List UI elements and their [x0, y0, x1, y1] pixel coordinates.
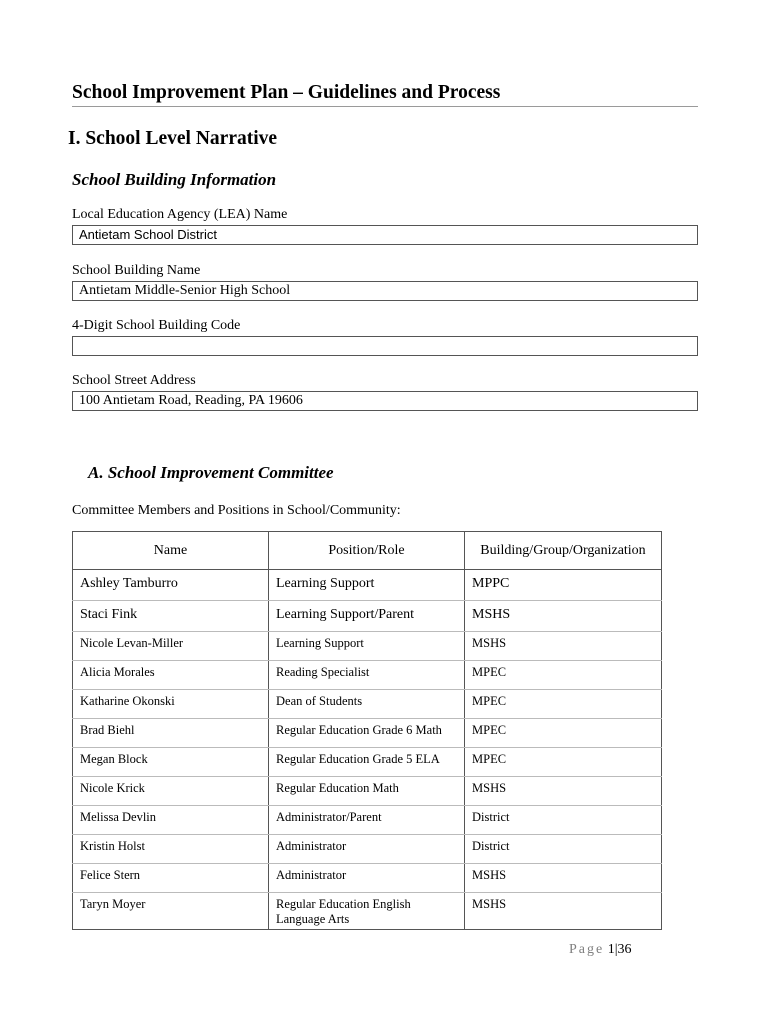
member-name: Alicia Morales — [73, 661, 269, 690]
street-address-field[interactable]: 100 Antietam Road, Reading, PA 19606 — [72, 391, 698, 411]
member-name: Megan Block — [73, 748, 269, 777]
page-separator: | — [614, 942, 618, 957]
school-building-name-label: School Building Name — [72, 263, 201, 278]
section-heading: I. School Level Narrative — [68, 128, 278, 149]
table-row — [73, 777, 662, 806]
table-row — [73, 601, 662, 632]
member-role: Learning Support — [269, 570, 465, 601]
lea-name-field[interactable]: Antietam School District — [72, 225, 698, 245]
column-header-name: Name — [73, 532, 269, 570]
member-name: Kristin Holst — [73, 835, 269, 864]
table-row — [73, 835, 662, 864]
member-organization: District — [465, 806, 662, 835]
member-name: Melissa Devlin — [73, 806, 269, 835]
building-code-field[interactable] — [72, 336, 698, 356]
member-organization: District — [465, 835, 662, 864]
member-name: Staci Fink — [73, 601, 269, 632]
committee-intro: Committee Members and Positions in School/Community: — [72, 503, 401, 518]
member-role: Dean of Students — [269, 690, 465, 719]
member-role: Learning Support/Parent — [269, 601, 465, 632]
member-name: Ashley Tamburro — [73, 570, 269, 601]
member-organization: MSHS — [465, 601, 662, 632]
table-row — [73, 864, 662, 893]
member-name: Taryn Moyer — [73, 893, 269, 930]
table-row — [73, 748, 662, 777]
member-name: Brad Biehl — [73, 719, 269, 748]
page-number — [569, 942, 632, 958]
member-role: Administrator — [269, 835, 465, 864]
page-current: 1 — [607, 942, 615, 957]
member-organization: MSHS — [465, 893, 662, 930]
member-organization: MPEC — [465, 690, 662, 719]
member-organization: MPEC — [465, 748, 662, 777]
school-building-name-field[interactable]: Antietam Middle-Senior High School — [72, 281, 698, 301]
member-name: Nicole Krick — [73, 777, 269, 806]
member-organization: MSHS — [465, 864, 662, 893]
member-organization: MPPC — [465, 570, 662, 601]
document-title: School Improvement Plan – Guidelines and Process — [72, 82, 698, 107]
member-role: Regular Education English Language Arts — [269, 893, 465, 930]
building-code-label: 4-Digit School Building Code — [72, 318, 241, 333]
table-row — [73, 893, 662, 930]
member-organization: MPEC — [465, 661, 662, 690]
table-row — [73, 690, 662, 719]
member-name: Katharine Okonski — [73, 690, 269, 719]
street-address-label: School Street Address — [72, 373, 196, 388]
member-name: Nicole Levan-Miller — [73, 632, 269, 661]
member-organization: MPEC — [465, 719, 662, 748]
member-organization: MSHS — [465, 777, 662, 806]
table-row — [73, 661, 662, 690]
committee-heading: A. School Improvement Committee — [88, 463, 334, 482]
member-role: Administrator/Parent — [269, 806, 465, 835]
member-organization: MSHS — [465, 632, 662, 661]
member-role: Learning Support — [269, 632, 465, 661]
school-building-info-heading: School Building Information — [72, 170, 277, 189]
table-header-row — [73, 532, 662, 570]
member-role: Reading Specialist — [269, 661, 465, 690]
table-row — [73, 719, 662, 748]
table-row — [73, 570, 662, 601]
lea-name-label: Local Education Agency (LEA) Name — [72, 207, 288, 222]
member-role: Regular Education Grade 6 Math — [269, 719, 465, 748]
table-row — [73, 806, 662, 835]
column-header-role: Position/Role — [269, 532, 465, 570]
page-total: 36 — [617, 942, 632, 957]
table-row — [73, 632, 662, 661]
committee-table — [72, 531, 662, 930]
member-role: Administrator — [269, 864, 465, 893]
member-name: Felice Stern — [73, 864, 269, 893]
member-role: Regular Education Math — [269, 777, 465, 806]
column-header-organization: Building/Group/Organization — [465, 532, 662, 570]
page-word: Page — [569, 942, 605, 957]
member-role: Regular Education Grade 5 ELA — [269, 748, 465, 777]
